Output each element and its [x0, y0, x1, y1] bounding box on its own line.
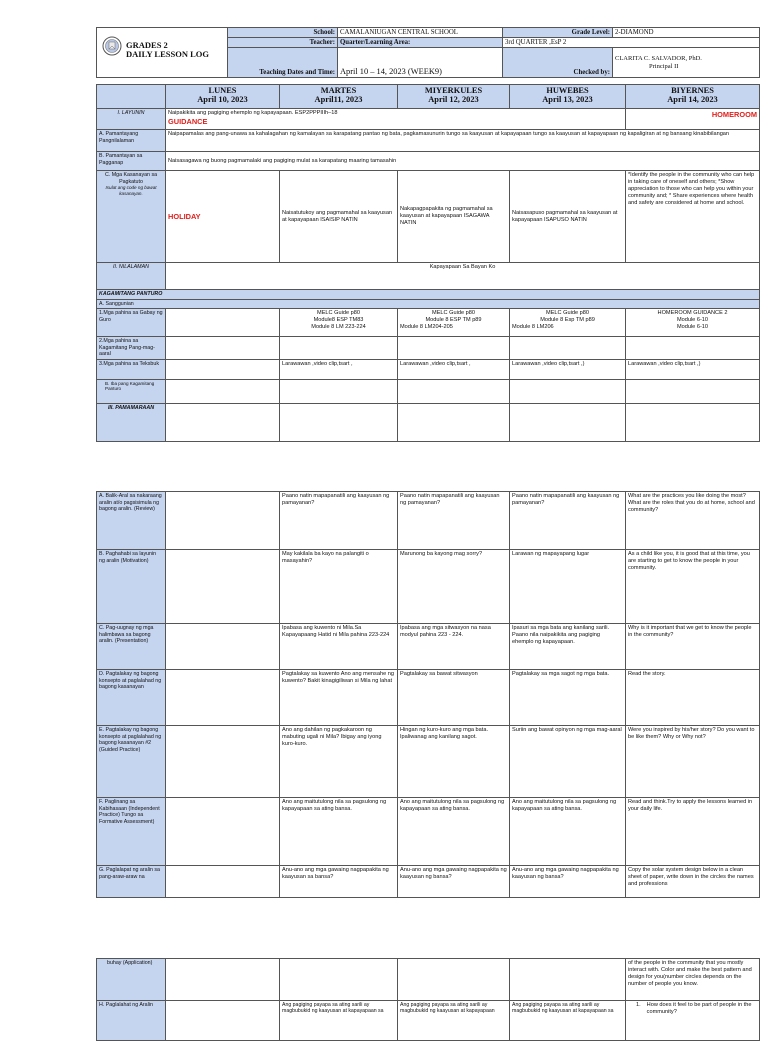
module-line: Module 8 Esp TM p89 [540, 317, 595, 323]
teacher-label: Teacher: [228, 38, 338, 48]
teks-mon [166, 359, 280, 379]
grade-label: Grade Level: [503, 28, 613, 38]
day-date: April 10, 2023 [197, 95, 248, 104]
lesson-table-2 [96, 491, 759, 898]
day-date: April 12, 2023 [428, 95, 479, 104]
kag-fri [626, 337, 760, 360]
paglalahat-label: H. Paglalahat ng Aralin [97, 1001, 166, 1041]
logo-cell [97, 28, 228, 78]
teks-wed: Larawawan ,video clip,tsart , [398, 359, 510, 379]
school-value: CAMALANIUGAN CENTRAL SCHOOL [338, 28, 503, 38]
pam-thu [510, 403, 626, 441]
pag-fri [626, 1001, 760, 1041]
gabay-guro-tue [280, 309, 398, 337]
procedure-row [97, 866, 760, 898]
pamantayang-pangnilalaman-label: A. Pamantayang Pangnilalaman [97, 130, 166, 152]
teksbuk-label: 3.Mga pahina sa Teksbuk [97, 359, 166, 379]
header-table [96, 27, 760, 78]
procedure-thu: Paano natin mapapanatili ang kaayusan ng pamayanan? [510, 492, 626, 550]
procedure-wed: Anu-ano ang mga gawaing nagpapakita ng kaayusan ng bansa? [398, 866, 510, 898]
procedure-mon [166, 670, 280, 726]
grade-title: GRADES 2 [126, 40, 168, 50]
nilalaman-text: Kapayapaan Sa Bayan Ko [166, 263, 760, 290]
app-thu [510, 959, 626, 1001]
iba-mon [166, 379, 280, 403]
procedure-tue: Anu-ano ang mga gawaing nagpapakita ng kaayusan sa bansa? [280, 866, 398, 898]
procedure-label: F. Paglinang sa Kabihasaan (Independent Practice) Tungo sa Formative Assessment) [97, 798, 166, 866]
app-wed [398, 959, 510, 1001]
school-label: School: [228, 28, 338, 38]
grade-value: 2-DIAMOND [613, 28, 760, 38]
pag-thu: Ang pagiging payapa sa ating sarili ay magbubukid ng kaayusan at kapayapaan sa [510, 1001, 626, 1041]
guidance-label: GUIDANCE [168, 117, 208, 126]
day-name: HUWEBES [546, 86, 589, 95]
teks-thu: Larawawan ,video clip,tsart ,) [510, 359, 626, 379]
pamantayan-pagganap-label: B. Pamantayan sa Pagganap [97, 152, 166, 171]
kag-mon [166, 337, 280, 360]
checker-cell [613, 48, 760, 78]
dll-title: DAILY LESSON LOG [126, 49, 209, 59]
lesson-table-1 [96, 84, 759, 442]
procedure-wed: Ano ang maitutulong nila sa pagsulong ng kapayapaan sa ating bansa. [398, 798, 510, 866]
day-date: April 13, 2023 [542, 95, 593, 104]
layunin-text: Naipakikita ang pagiging ehemplo ng kapayapaan. ESP2PPPIIIh–18 [168, 110, 338, 116]
procedure-tue: May kakilala ba kayo na palangiti o masayahin? [280, 550, 398, 624]
app-mon [166, 959, 280, 1001]
procedure-tue: Pagtalakay sa kuwento Ano ang mensahe ng kuwento? Bakit kinagigiliwan si Mila ng lahat [280, 670, 398, 726]
pamantayan-pagganap-text: Naisasagawa ng buong pagmamalaki ang pagiging mulat sa karapatang maaring tamasahin [166, 152, 760, 171]
lm-line: Module 6-10 [676, 324, 709, 330]
kasanayan-thu: Naisasapuso pagmamahal sa kaayusan at kapayapaan ISAPUSO NATIN [510, 171, 626, 263]
lesson-table-3 [96, 958, 759, 1041]
gabay-guro-wed [398, 309, 510, 337]
application-label: buhay (Application) [97, 959, 166, 1001]
nilalaman-label: II. NILALAMAN [97, 263, 166, 290]
procedure-wed: Marunong ba kayong mag sorry? [398, 550, 510, 624]
procedure-thu: Anu-ano ang mga gawaing nagpapakita ng kaayusan ng bansa? [510, 866, 626, 898]
kag-thu [510, 337, 626, 360]
day-header-wed [398, 85, 510, 109]
layunin-label: I. LAYUNIN [97, 109, 166, 130]
layunin-cell [166, 109, 626, 130]
corner-cell [97, 85, 166, 109]
procedure-mon [166, 798, 280, 866]
day-header-fri [626, 85, 760, 109]
gabay-guro-label: 1.Mga pahina sa Gabay ng Guro [97, 309, 166, 337]
pam-tue [280, 403, 398, 441]
day-name: MARTES [320, 86, 357, 95]
procedure-thu: Ano ang maitutulong nila sa pagsulong ng kapayapaan sa ating bansa. [510, 798, 626, 866]
list-text: How does it feel to be part of people in the community? [646, 1002, 752, 1015]
pag-wed: Ang pagiging payapa sa ating sarili ay magbubukid ng kaayusan at kapayapaan [398, 1001, 510, 1041]
dates-label: Teaching Dates and Time: [228, 48, 338, 78]
guide-line: HOMEROOM GUIDANCE 2 [657, 310, 728, 316]
pam-fri [626, 403, 760, 441]
app-fri: of the people in the community that you mostly interact with. Color and make the best pattern and design for you(number circles depends on the number of people you know. [626, 959, 760, 1001]
day-header-thu [510, 85, 626, 109]
procedure-wed: Hingan ng kuro-kuro ang mga bata. Ipaliwanag ang kanilang sagot. [398, 726, 510, 798]
pam-mon [166, 403, 280, 441]
checked-label: Checked by: [503, 48, 613, 78]
procedure-label: D. Pagtalakay ng bagong konsepto at paglalahad ng bagong kasanayan [97, 670, 166, 726]
kagamitan-label: KAGAMITANG PANTURO [97, 290, 760, 300]
procedure-mon [166, 726, 280, 798]
procedure-thu: Suriin ang bawat opinyon ng mga mag-aaral [510, 726, 626, 798]
procedure-label: B. Paghahabi sa layunin ng aralin (Motivation) [97, 550, 166, 624]
procedure-label: G. Paglalapat ng aralin sa pang-araw-araw na [97, 866, 166, 898]
pamamaraan-label: III. PAMAMARAAN [97, 403, 166, 441]
procedure-tue: Ano ang dahilan ng pagkakaroon ng mabuting ugali ni Mila? Ibigay ang iyong kuro-kuro. [280, 726, 398, 798]
lm-line: Module 8 LM206 [512, 324, 554, 330]
kag-wed [398, 337, 510, 360]
procedure-fri: Copy the solar system design below in a clean sheet of paper, write down in the circles the names and professions [626, 866, 760, 898]
iba-pang-kagamitan-label: B. Iba pang Kagamitang Panturo [97, 379, 166, 403]
teks-fri: Larawawan ,video clip,tsart ,) [626, 359, 760, 379]
pam-wed [398, 403, 510, 441]
deped-seal-icon [102, 36, 122, 56]
procedure-tue: Ipabasa ang kuwento ni Mila.Sa Kapayapaang Hatid ni Mila pahina 223-224 [280, 624, 398, 670]
day-header-tue [280, 85, 398, 109]
app-tue [280, 959, 398, 1001]
day-name: MIYERKULES [424, 86, 483, 95]
kagamitang-pang-magaaral-label: 2.Mga pahina sa Kagamitang Pang-mag-aaral [97, 337, 166, 360]
checker-name: CLARITA C. SALVADOR, PhD. [615, 54, 702, 62]
day-name: LUNES [208, 86, 237, 95]
procedure-label: C. Pag-uugnay ng mga halimbawa sa bagong aralin. (Presentation) [97, 624, 166, 670]
procedure-fri: What are the practices you like doing the most? What are the roles that you do at home, school and community? [626, 492, 760, 550]
pamantayang-pangnilalaman-text: Naipapamalas ang pang-unawa sa kahalagahan ng kamalayan sa karapatang pantao ng bata, pagkamasunurin tungo sa kaayusan at kapayapaan tungo sa kaayusan at kapayapaan ng kapaligiran at ng bansang kinabibilangan [166, 130, 760, 152]
procedure-thu: Ipasuri sa mga bata ang kanilang sarili. Paano nila naipakikita ang pagiging ehemplo ng kapayapaan. [510, 624, 626, 670]
kasanayan-cell [97, 171, 166, 263]
kasanayan-label: C. Mga Kasanayan sa Pagkatuto [104, 172, 158, 185]
procedure-fri: Why is it important that we get to know the people in the community? [626, 624, 760, 670]
kasanayan-sub: Isulat ang code ng bawat kasanayan. [105, 185, 157, 196]
procedure-wed: Paano natin mapapanatili ang kaayusan ng pamayanan? [398, 492, 510, 550]
kag-tue [280, 337, 398, 360]
day-date: April11, 2023 [314, 95, 363, 104]
procedure-label: E. Pagtalakay ng bagong konsepto at paglalahad ng bagong kasanayan #2 (Guided Practice) [97, 726, 166, 798]
homeroom-label: HOMEROOM [626, 109, 760, 130]
checker-title: Principal II [649, 62, 679, 70]
procedure-mon [166, 492, 280, 550]
procedure-label: A. Balik-Aral sa nakaraang aralin at/o pagsisimula ng bagong aralin. (Review) [97, 492, 166, 550]
procedure-fri: Were you inspired by his/her story? Do you want to be like them? Why or Why not? [626, 726, 760, 798]
guide-line: MELC Guide p80 [432, 310, 475, 316]
procedure-row [97, 798, 760, 866]
kasanayan-fri: *Identify the people in the community who can help in taking care of oneself and others; *Show appreciation to those who can help you within your community and; * Share experiences where health and safety are considered at home and school. [626, 171, 760, 263]
pag-mon [166, 1001, 280, 1041]
procedure-wed: Ipabasa ang mga sitwasyon na nasa modyul pahina 223 - 224. [398, 624, 510, 670]
day-header-mon [166, 85, 280, 109]
procedure-row [97, 726, 760, 798]
quarter-value: 3rd QUARTER ,EsP 2 [503, 38, 760, 48]
iba-tue [280, 379, 398, 403]
procedure-row [97, 550, 760, 624]
kasanayan-wed: Nakapagpapakita ng pagmamahal sa kaayusan at kapayapaan ISAGAWA NATIN [398, 171, 510, 263]
procedure-tue: Paano natin mapapanatili ang kaayusan ng pamayanan? [280, 492, 398, 550]
day-name: BIYERNES [671, 86, 714, 95]
procedure-mon [166, 550, 280, 624]
dates-value: April 10 – 14, 2023 (WEEK9) [338, 48, 503, 78]
iba-fri [626, 379, 760, 403]
gabay-guro-fri [626, 309, 760, 337]
header-block [96, 27, 759, 77]
procedure-wed: Pagtalakay sa bawat sitwasyon [398, 670, 510, 726]
gabay-guro-thu [510, 309, 626, 337]
day-date: April 14, 2023 [667, 95, 718, 104]
sanggunian-label: A. Sanggunian [97, 299, 760, 309]
holiday-label: HOLIDAY [166, 171, 280, 263]
module-line: Module 6-10 [676, 317, 709, 323]
iba-thu [510, 379, 626, 403]
pag-tue: Ang pagiging payapa sa ating sarili ay magbubukid ng kaayusan at kapayapaan sa [280, 1001, 398, 1041]
procedure-mon [166, 624, 280, 670]
procedure-fri: Read the story. [626, 670, 760, 726]
procedure-fri: Read and think.Try to apply the lessons learned in your daily life. [626, 798, 760, 866]
guide-line: MELC Guide p80 [546, 310, 589, 316]
list-number: 1. [636, 1002, 641, 1008]
procedure-thu: Larawan ng mapayapang lugar [510, 550, 626, 624]
module-line: Module8 ESP TM83 [313, 317, 364, 323]
lm-line: Module 8 LM204-205 [400, 324, 453, 330]
teks-tue: Larawawan ,video clip,tsart , [280, 359, 398, 379]
module-line: Module 8 ESP TM p89 [425, 317, 482, 323]
procedure-thu: Pagtalakay sa mga sagot ng mga bata. [510, 670, 626, 726]
procedure-tue: Ano ang maitutulong nila sa pagsulong ng kapayapaan sa ating bansa. [280, 798, 398, 866]
procedure-row [97, 670, 760, 726]
quarter-label: Quarter/Learning Area: [338, 38, 503, 48]
procedure-fri: As a child like you, it is good that at this time, you are starting to get to know the people in your community. [626, 550, 760, 624]
lm-line: Module 8 LM 223-224 [311, 324, 366, 330]
procedure-row [97, 624, 760, 670]
kasanayan-tue: Naisatutukoy ang pagmamahal sa kaayusan at kapayapaan ISAISIP NATIN [280, 171, 398, 263]
procedure-mon [166, 866, 280, 898]
gabay-guro-mon [166, 309, 280, 337]
guide-line: MELC Guide p80 [317, 310, 360, 316]
procedure-row [97, 492, 760, 550]
iba-wed [398, 379, 510, 403]
